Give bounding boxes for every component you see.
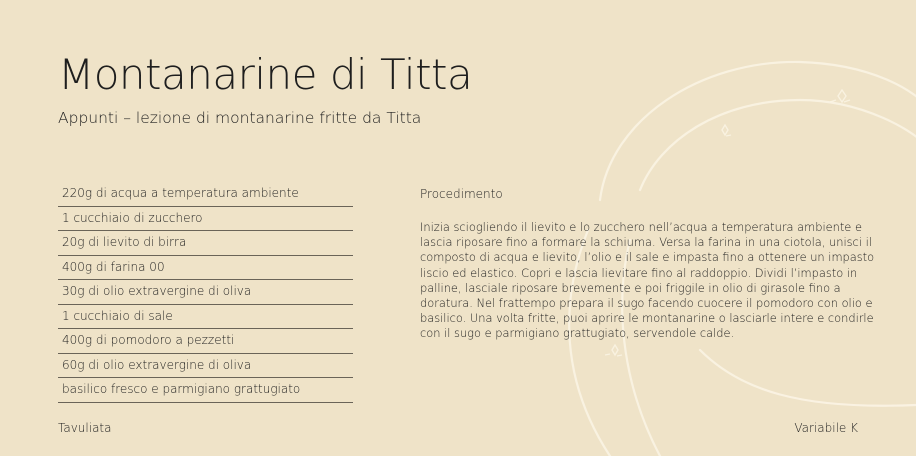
list-item: 60g di olio extravergine di oliva: [58, 354, 353, 379]
list-item: 20g di lievito di birra: [58, 231, 353, 256]
procedure-text: Inizia sciogliendo il lievito e lo zucchero nell’acqua a temperatura ambiente e lascia riposare fino a formare la schiuma. Versa la farina in una ciotola, unisci il composto di acqua e lievito, l’olio e il sale e impasta fino a ottenere un impasto liscio ed elastico. Copri e lascia lievitare fino al raddoppio. Dividi l’impasto in palline, lasciale riposare brevemente e poi friggile in olio di girasole fino a doratura. Nel frattempo prepara il sugo facendo cuocere il pomodoro con olio e basilico. Una volta fritte, puoi aprire le montanarine o lasciarle intere e condirle con il sugo e parmigiano grattugiato, servendole calde.: [420, 220, 875, 341]
list-item: 1 cucchiaio di zucchero: [58, 207, 353, 232]
list-item: 30g di olio extravergine di oliva: [58, 280, 353, 305]
procedure-heading: Procedimento: [420, 187, 503, 201]
list-item: basilico fresco e parmigiano grattugiato: [58, 378, 353, 403]
list-item: 400g di pomodoro a pezzetti: [58, 329, 353, 354]
list-item: 1 cucchiaio di sale: [58, 305, 353, 330]
footer-brand: Tavuliata: [58, 421, 112, 435]
ingredient-list: [58, 182, 353, 403]
page-title: Montanarine di Titta: [58, 50, 473, 99]
page-subtitle: Appunti – lezione di montanarine fritte da Titta: [58, 109, 422, 127]
footer-credit: Variabile K: [794, 421, 858, 435]
list-item: 220g di acqua a temperatura ambiente: [58, 182, 353, 207]
list-item: 400g di farina 00: [58, 256, 353, 281]
